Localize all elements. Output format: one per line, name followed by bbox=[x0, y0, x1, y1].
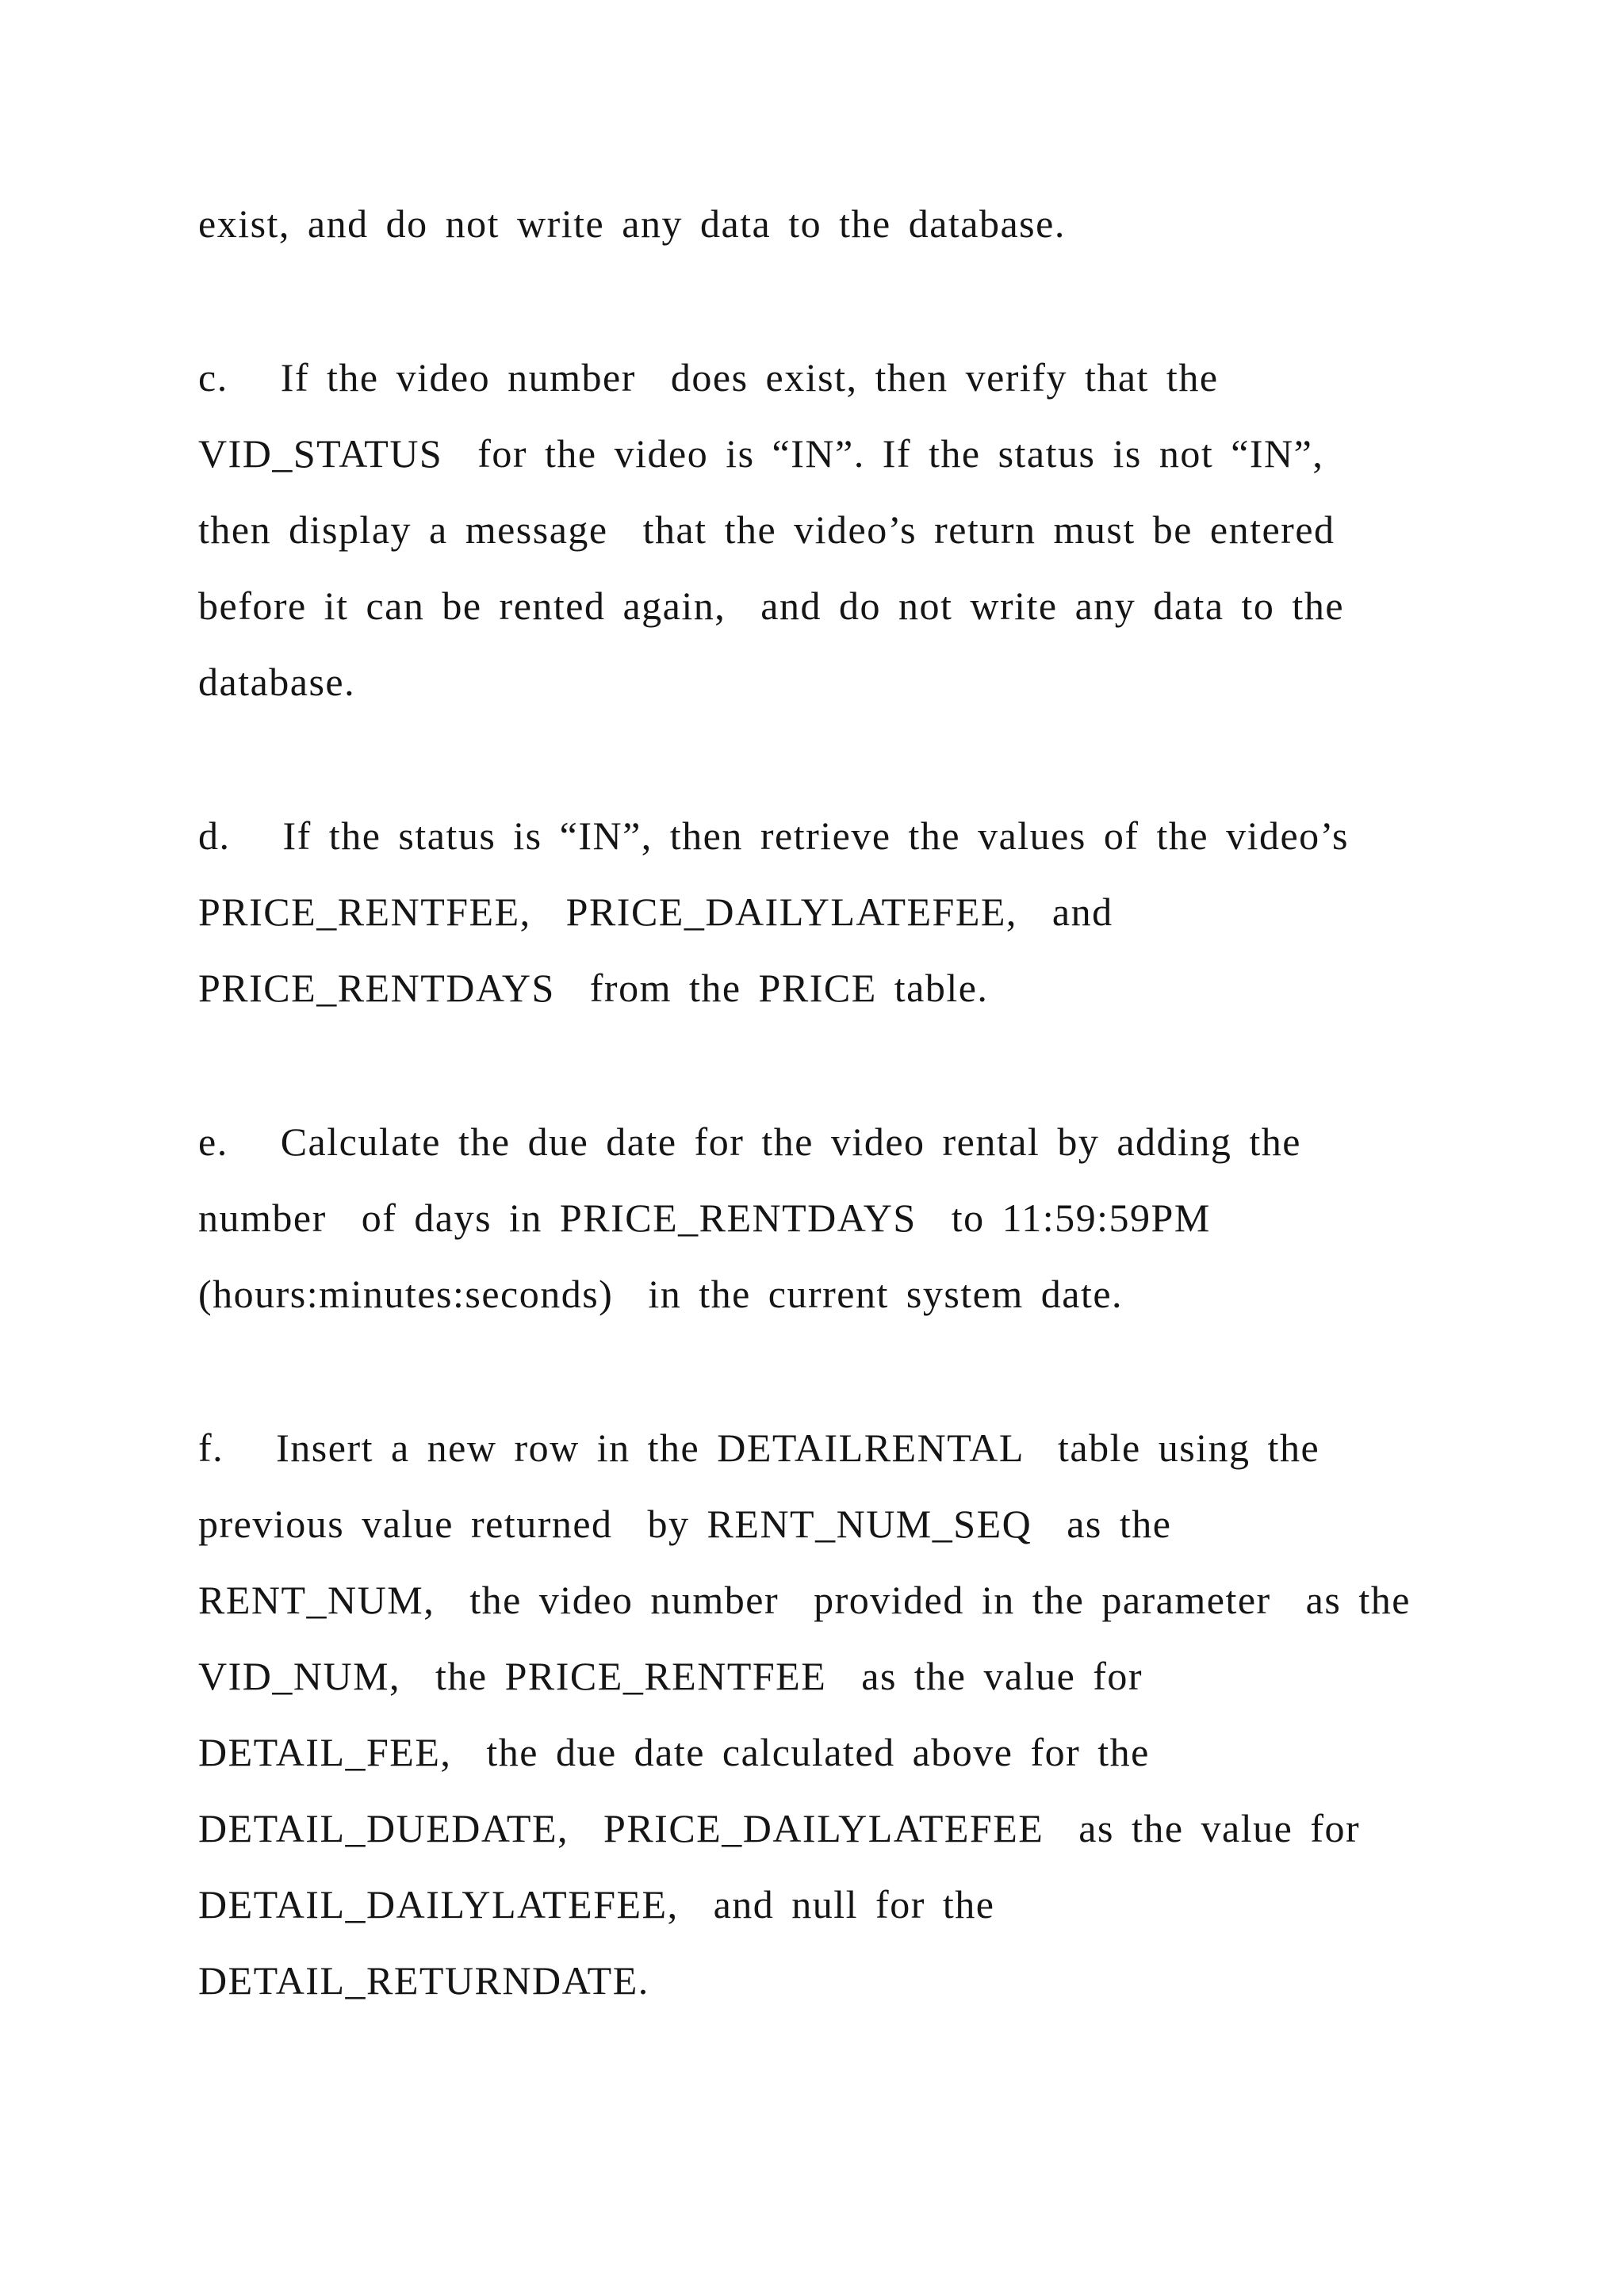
text-line: before it can be rented again, and do not write any data to the bbox=[198, 584, 1345, 628]
text-line: PRICE_RENTFEE, PRICE_DAILYLATEFEE, and bbox=[198, 890, 1113, 934]
text-line: VID_NUM, the PRICE_RENTFEE as the value for bbox=[198, 1654, 1143, 1698]
text-line: number of days in PRICE_RENTDAYS to 11:59:59PM bbox=[198, 1196, 1211, 1240]
text-line: DETAIL_DUEDATE, PRICE_DAILYLATEFEE as the value for bbox=[198, 1806, 1361, 1850]
text-line: database. bbox=[198, 660, 356, 704]
text-line: VID_STATUS for the video is “IN”. If the status is not “IN”, bbox=[198, 431, 1324, 476]
text-line: DETAIL_FEE, the due date calculated above for the bbox=[198, 1730, 1150, 1774]
text-line: DETAIL_DAILYLATEFEE, and null for the bbox=[198, 1882, 995, 1927]
text-line: exist, and do not write any data to the database. bbox=[198, 201, 1066, 246]
text-line: PRICE_RENTDAYS from the PRICE table. bbox=[198, 966, 989, 1010]
text-line: then display a message that the video’s return must be entered bbox=[198, 507, 1335, 552]
text-line: RENT_NUM, the video number provided in the parameter as the bbox=[198, 1578, 1411, 1622]
text-line: f. Insert a new row in the DETAILRENTAL table using the bbox=[198, 1425, 1320, 1470]
text-line: e. Calculate the due date for the video rental by adding the bbox=[198, 1119, 1301, 1164]
text-line: previous value returned by RENT_NUM_SEQ as the bbox=[198, 1502, 1172, 1546]
text-line: DETAIL_RETURNDATE. bbox=[198, 1958, 649, 2003]
text-line: d. If the status is “IN”, then retrieve the values of the video’s bbox=[198, 813, 1350, 858]
text-line: (hours:minutes:seconds) in the current system date. bbox=[198, 1272, 1124, 1316]
text-line: c. If the video number does exist, then verify that the bbox=[198, 355, 1219, 400]
